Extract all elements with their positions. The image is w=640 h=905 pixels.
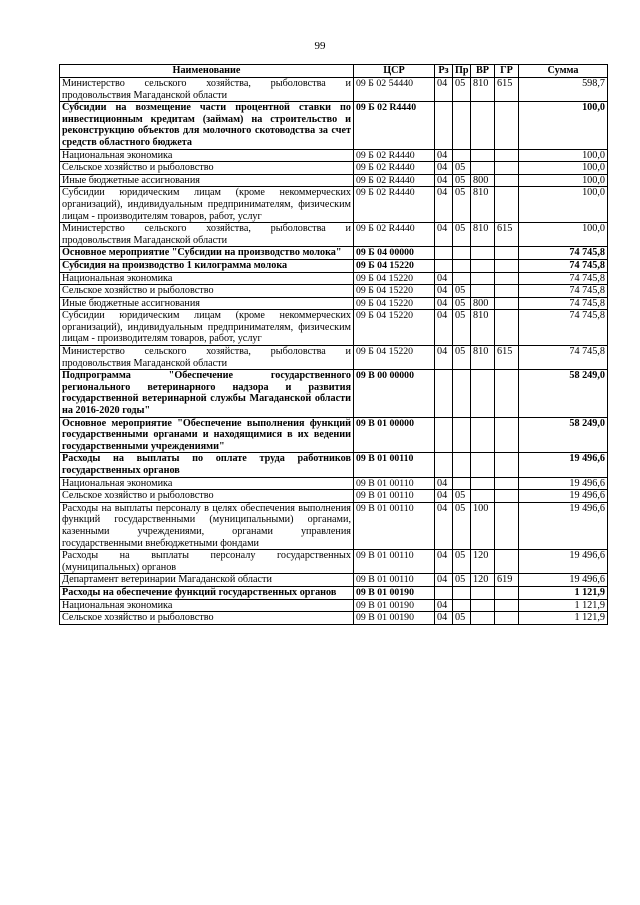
cell-name: Сельское хозяйство и рыболовство bbox=[60, 285, 354, 298]
cell-vr: 800 bbox=[471, 174, 495, 187]
cell-name: Департамент ветеринарии Магаданской области bbox=[60, 574, 354, 587]
cell-vr: 810 bbox=[471, 187, 495, 223]
cell-vr bbox=[471, 272, 495, 285]
cell-csr: 09 В 01 00190 bbox=[354, 612, 435, 625]
cell-csr: 09 Б 04 15220 bbox=[354, 310, 435, 346]
cell-vr bbox=[471, 102, 495, 149]
cell-sum: 100,0 bbox=[519, 223, 608, 247]
cell-gr: 619 bbox=[495, 574, 519, 587]
cell-csr: 09 В 01 00110 bbox=[354, 502, 435, 549]
cell-name: Субсидии юридическим лицам (кроме некоммерческих организаций), индивидуальным предпринимателям, физическим лицам - производителям товаров, работ, услуг bbox=[60, 187, 354, 223]
cell-sum: 1 121,9 bbox=[519, 599, 608, 612]
cell-gr: 615 bbox=[495, 223, 519, 247]
cell-rz: 04 bbox=[435, 490, 453, 503]
cell-vr: 810 bbox=[471, 223, 495, 247]
table-row bbox=[60, 310, 608, 346]
budget-table bbox=[59, 64, 608, 625]
table-body bbox=[60, 78, 608, 625]
cell-gr bbox=[495, 149, 519, 162]
cell-pr: 05 bbox=[453, 490, 471, 503]
cell-name: Иные бюджетные ассигнования bbox=[60, 297, 354, 310]
cell-pr: 05 bbox=[453, 574, 471, 587]
cell-pr: 05 bbox=[453, 612, 471, 625]
cell-vr bbox=[471, 586, 495, 599]
cell-pr: 05 bbox=[453, 223, 471, 247]
cell-pr bbox=[453, 586, 471, 599]
cell-gr bbox=[495, 453, 519, 477]
cell-csr: 09 Б 02 R4440 bbox=[354, 174, 435, 187]
cell-csr: 09 Б 04 15220 bbox=[354, 272, 435, 285]
cell-csr: 09 Б 02 R4440 bbox=[354, 162, 435, 175]
cell-name: Основное мероприятие "Обеспечение выполнения функций государственными органами и находящимися в их ведении государственными учреждениями" bbox=[60, 417, 354, 453]
cell-rz: 04 bbox=[435, 297, 453, 310]
table-row bbox=[60, 223, 608, 247]
cell-sum: 19 496,6 bbox=[519, 477, 608, 490]
cell-pr bbox=[453, 149, 471, 162]
cell-rz: 04 bbox=[435, 223, 453, 247]
cell-sum: 1 121,9 bbox=[519, 586, 608, 599]
cell-name: Национальная экономика bbox=[60, 599, 354, 612]
table-row bbox=[60, 297, 608, 310]
table-row bbox=[60, 149, 608, 162]
header-sum: Сумма bbox=[519, 65, 608, 78]
cell-gr bbox=[495, 502, 519, 549]
cell-pr: 05 bbox=[453, 502, 471, 549]
cell-vr: 800 bbox=[471, 297, 495, 310]
cell-csr: 09 Б 04 15220 bbox=[354, 259, 435, 272]
cell-name: Основное мероприятие "Субсидии на производство молока" bbox=[60, 247, 354, 260]
cell-vr bbox=[471, 149, 495, 162]
cell-pr: 05 bbox=[453, 346, 471, 370]
cell-rz: 04 bbox=[435, 174, 453, 187]
table-row bbox=[60, 346, 608, 370]
cell-vr: 810 bbox=[471, 310, 495, 346]
table-row bbox=[60, 502, 608, 549]
table-row bbox=[60, 550, 608, 574]
cell-pr: 05 bbox=[453, 297, 471, 310]
cell-gr bbox=[495, 272, 519, 285]
cell-csr: 09 Б 02 54440 bbox=[354, 78, 435, 102]
cell-vr bbox=[471, 259, 495, 272]
cell-rz bbox=[435, 102, 453, 149]
cell-name: Министерство сельского хозяйства, рыболовства и продовольствия Магаданской области bbox=[60, 346, 354, 370]
cell-csr: 09 В 01 00110 bbox=[354, 490, 435, 503]
cell-name: Расходы на выплаты персоналу в целях обеспечения выполнения функций государственными (муниципальными) органами, казенными учреждениями, органами управления государственными внебюджетными фондами bbox=[60, 502, 354, 549]
cell-csr: 09 В 01 00000 bbox=[354, 417, 435, 453]
header-name: Наименование bbox=[60, 65, 354, 78]
cell-csr: 09 В 01 00110 bbox=[354, 477, 435, 490]
cell-name: Сельское хозяйство и рыболовство bbox=[60, 490, 354, 503]
cell-rz: 04 bbox=[435, 187, 453, 223]
table-row bbox=[60, 612, 608, 625]
cell-sum: 19 496,6 bbox=[519, 490, 608, 503]
table-row bbox=[60, 78, 608, 102]
cell-sum: 58 249,0 bbox=[519, 370, 608, 417]
cell-pr bbox=[453, 370, 471, 417]
cell-rz bbox=[435, 586, 453, 599]
cell-name: Субсидии юридическим лицам (кроме некоммерческих организаций), индивидуальным предпринимателям, физическим лицам - производителям товаров, работ, услуг bbox=[60, 310, 354, 346]
header-pr: Пр bbox=[453, 65, 471, 78]
cell-pr bbox=[453, 417, 471, 453]
cell-rz: 04 bbox=[435, 502, 453, 549]
cell-vr bbox=[471, 477, 495, 490]
cell-vr bbox=[471, 162, 495, 175]
cell-name: Расходы на выплаты по оплате труда работников государственных органов bbox=[60, 453, 354, 477]
cell-name: Национальная экономика bbox=[60, 477, 354, 490]
cell-vr bbox=[471, 599, 495, 612]
table-row bbox=[60, 259, 608, 272]
header-vr: ВР bbox=[471, 65, 495, 78]
cell-csr: 09 Б 04 15220 bbox=[354, 285, 435, 298]
cell-vr bbox=[471, 285, 495, 298]
cell-pr: 05 bbox=[453, 187, 471, 223]
table-row bbox=[60, 162, 608, 175]
table-row bbox=[60, 453, 608, 477]
cell-rz: 04 bbox=[435, 599, 453, 612]
cell-csr: 09 Б 04 00000 bbox=[354, 247, 435, 260]
cell-vr bbox=[471, 370, 495, 417]
cell-sum: 19 496,6 bbox=[519, 453, 608, 477]
cell-csr: 09 Б 02 R4440 bbox=[354, 102, 435, 149]
cell-pr bbox=[453, 272, 471, 285]
cell-vr: 810 bbox=[471, 346, 495, 370]
cell-sum: 100,0 bbox=[519, 149, 608, 162]
cell-gr bbox=[495, 247, 519, 260]
cell-rz: 04 bbox=[435, 162, 453, 175]
cell-rz: 04 bbox=[435, 550, 453, 574]
cell-sum: 74 745,8 bbox=[519, 247, 608, 260]
cell-pr: 05 bbox=[453, 550, 471, 574]
cell-rz: 04 bbox=[435, 477, 453, 490]
cell-vr: 120 bbox=[471, 550, 495, 574]
cell-gr bbox=[495, 162, 519, 175]
cell-rz: 04 bbox=[435, 310, 453, 346]
table-row bbox=[60, 477, 608, 490]
table-row bbox=[60, 574, 608, 587]
cell-csr: 09 В 01 00110 bbox=[354, 453, 435, 477]
cell-name: Иные бюджетные ассигнования bbox=[60, 174, 354, 187]
cell-pr: 05 bbox=[453, 78, 471, 102]
cell-sum: 74 745,8 bbox=[519, 272, 608, 285]
cell-rz bbox=[435, 247, 453, 260]
cell-csr: 09 В 01 00190 bbox=[354, 599, 435, 612]
cell-gr bbox=[495, 297, 519, 310]
cell-name: Сельское хозяйство и рыболовство bbox=[60, 612, 354, 625]
cell-rz: 04 bbox=[435, 78, 453, 102]
cell-rz: 04 bbox=[435, 346, 453, 370]
cell-csr: 09 В 01 00110 bbox=[354, 550, 435, 574]
cell-sum: 19 496,6 bbox=[519, 574, 608, 587]
cell-vr bbox=[471, 247, 495, 260]
table-row bbox=[60, 370, 608, 417]
table-row bbox=[60, 247, 608, 260]
cell-gr bbox=[495, 586, 519, 599]
cell-rz: 04 bbox=[435, 149, 453, 162]
cell-sum: 74 745,8 bbox=[519, 297, 608, 310]
cell-pr bbox=[453, 599, 471, 612]
cell-name: Министерство сельского хозяйства, рыболовства и продовольствия Магаданской области bbox=[60, 223, 354, 247]
cell-name: Подпрограмма "Обеспечение государственного регионального ветеринарного надзора и развития государственной ветеринарной службы Магаданской области на 2016-2020 годы" bbox=[60, 370, 354, 417]
cell-name: Расходы на обеспечение функций государственных органов bbox=[60, 586, 354, 599]
cell-csr: 09 Б 02 R4440 bbox=[354, 223, 435, 247]
cell-vr bbox=[471, 417, 495, 453]
cell-rz: 04 bbox=[435, 272, 453, 285]
cell-rz bbox=[435, 417, 453, 453]
cell-vr bbox=[471, 453, 495, 477]
cell-vr bbox=[471, 612, 495, 625]
cell-sum: 74 745,8 bbox=[519, 310, 608, 346]
cell-rz bbox=[435, 259, 453, 272]
cell-vr: 100 bbox=[471, 502, 495, 549]
cell-pr: 05 bbox=[453, 162, 471, 175]
cell-sum: 100,0 bbox=[519, 102, 608, 149]
cell-rz: 04 bbox=[435, 612, 453, 625]
page-number: 99 bbox=[314, 40, 326, 52]
header-gr: ГР bbox=[495, 65, 519, 78]
cell-csr: 09 Б 02 R4440 bbox=[354, 149, 435, 162]
cell-rz: 04 bbox=[435, 285, 453, 298]
table-row bbox=[60, 272, 608, 285]
cell-gr bbox=[495, 285, 519, 298]
table-header bbox=[60, 65, 608, 78]
cell-sum: 19 496,6 bbox=[519, 550, 608, 574]
cell-gr bbox=[495, 102, 519, 149]
cell-pr bbox=[453, 453, 471, 477]
cell-sum: 1 121,9 bbox=[519, 612, 608, 625]
cell-gr: 615 bbox=[495, 78, 519, 102]
cell-gr: 615 bbox=[495, 346, 519, 370]
cell-csr: 09 В 01 00110 bbox=[354, 574, 435, 587]
cell-name: Министерство сельского хозяйства, рыболовства и продовольствия Магаданской области bbox=[60, 78, 354, 102]
table-row bbox=[60, 187, 608, 223]
cell-gr bbox=[495, 259, 519, 272]
cell-csr: 09 В 00 00000 bbox=[354, 370, 435, 417]
cell-gr bbox=[495, 417, 519, 453]
table-row bbox=[60, 285, 608, 298]
cell-gr bbox=[495, 599, 519, 612]
cell-name: Расходы на выплаты персоналу государственных (муниципальных) органов bbox=[60, 550, 354, 574]
cell-gr bbox=[495, 310, 519, 346]
cell-pr: 05 bbox=[453, 285, 471, 298]
cell-gr bbox=[495, 477, 519, 490]
cell-pr: 05 bbox=[453, 310, 471, 346]
cell-sum: 100,0 bbox=[519, 187, 608, 223]
cell-csr: 09 Б 02 R4440 bbox=[354, 187, 435, 223]
table-row bbox=[60, 417, 608, 453]
cell-gr bbox=[495, 187, 519, 223]
cell-name: Субсидии на возмещение части процентной ставки по инвестиционным кредитам (займам) на строительство и реконструкцию объектов для молочного скотоводства за счет средств областного бюджета bbox=[60, 102, 354, 149]
cell-rz bbox=[435, 453, 453, 477]
cell-sum: 19 496,6 bbox=[519, 502, 608, 549]
cell-name: Национальная экономика bbox=[60, 149, 354, 162]
cell-vr: 120 bbox=[471, 574, 495, 587]
cell-pr bbox=[453, 102, 471, 149]
cell-csr: 09 Б 04 15220 bbox=[354, 346, 435, 370]
cell-sum: 74 745,8 bbox=[519, 346, 608, 370]
cell-gr bbox=[495, 550, 519, 574]
cell-vr bbox=[471, 490, 495, 503]
header-csr: ЦСР bbox=[354, 65, 435, 78]
header-rz: Рз bbox=[435, 65, 453, 78]
cell-pr: 05 bbox=[453, 174, 471, 187]
cell-pr bbox=[453, 259, 471, 272]
cell-sum: 58 249,0 bbox=[519, 417, 608, 453]
cell-name: Сельское хозяйство и рыболовство bbox=[60, 162, 354, 175]
table-row bbox=[60, 599, 608, 612]
cell-rz: 04 bbox=[435, 574, 453, 587]
cell-name: Национальная экономика bbox=[60, 272, 354, 285]
cell-sum: 100,0 bbox=[519, 162, 608, 175]
cell-sum: 74 745,8 bbox=[519, 285, 608, 298]
cell-sum: 74 745,8 bbox=[519, 259, 608, 272]
cell-pr bbox=[453, 477, 471, 490]
table-row bbox=[60, 490, 608, 503]
cell-pr bbox=[453, 247, 471, 260]
cell-gr bbox=[495, 612, 519, 625]
cell-csr: 09 В 01 00190 bbox=[354, 586, 435, 599]
cell-gr bbox=[495, 174, 519, 187]
cell-sum: 100,0 bbox=[519, 174, 608, 187]
cell-rz bbox=[435, 370, 453, 417]
cell-sum: 598,7 bbox=[519, 78, 608, 102]
cell-gr bbox=[495, 370, 519, 417]
cell-gr bbox=[495, 490, 519, 503]
table-row bbox=[60, 586, 608, 599]
cell-name: Субсидия на производство 1 килограмма молока bbox=[60, 259, 354, 272]
cell-vr: 810 bbox=[471, 78, 495, 102]
table-row bbox=[60, 174, 608, 187]
table-row bbox=[60, 102, 608, 149]
cell-csr: 09 Б 04 15220 bbox=[354, 297, 435, 310]
